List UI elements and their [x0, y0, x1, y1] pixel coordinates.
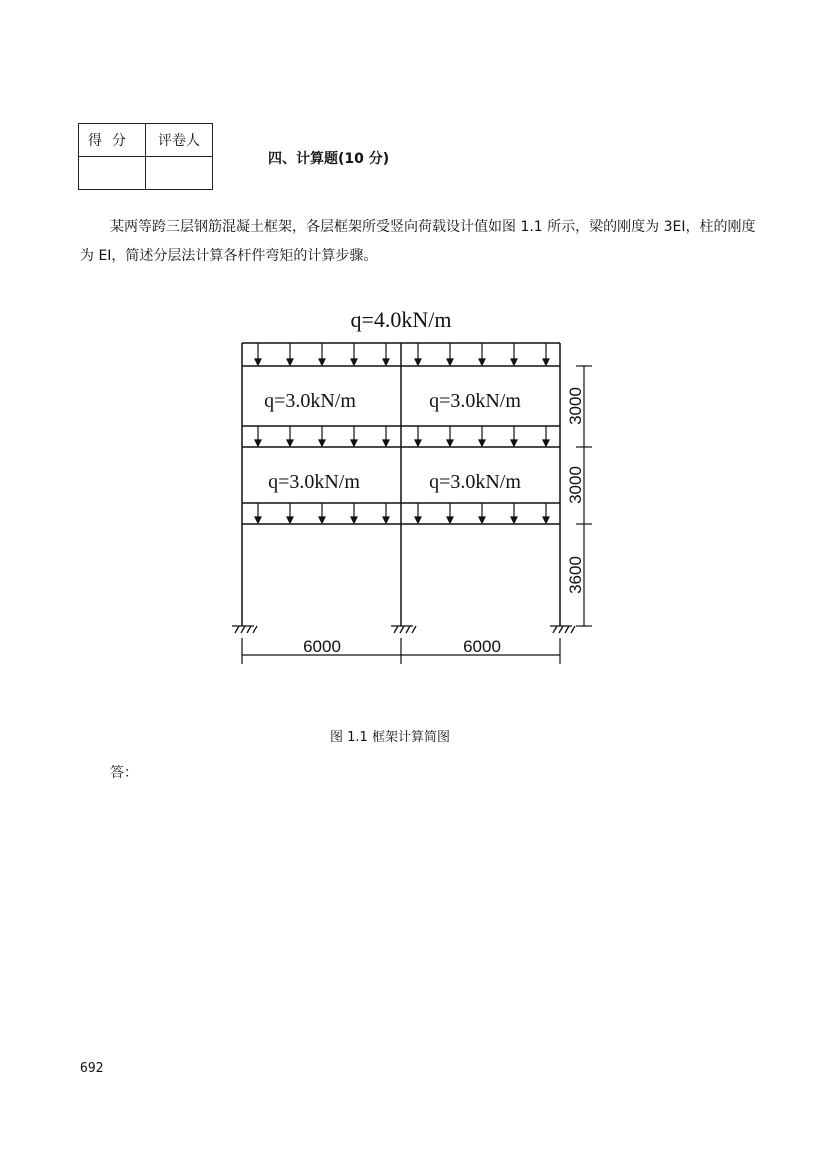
support-middle — [391, 626, 416, 633]
span-label: 6000 — [463, 637, 501, 656]
floor-load-label: q=3.0kN/m — [429, 390, 521, 412]
floor-load-label: q=3.0kN/m — [264, 390, 356, 412]
support-right — [550, 626, 575, 633]
question-text: 某两等跨三层钢筋混凝土框架，各层框架所受竖向荷载设计值如图 1.1 所示，梁的刚度为 3EI，柱的刚度为 EI，简述分层法计算各杆件弯矩的计算步骤。 — [80, 219, 756, 264]
page-number: 692 — [80, 1061, 104, 1076]
floor1-load-arrows — [255, 503, 549, 523]
storey-height-label: 3600 — [566, 556, 585, 594]
floor2-load-arrows — [255, 426, 549, 446]
support-left — [232, 626, 257, 633]
floor-load-label: q=3.0kN/m — [429, 471, 521, 493]
span-dimensions — [242, 638, 560, 664]
floor-load-label: q=3.0kN/m — [268, 471, 360, 493]
span-label: 6000 — [303, 637, 341, 656]
load-arrows — [255, 343, 549, 523]
section-title: 四、计算题(10 分) — [268, 151, 390, 167]
score-label: 得分 — [79, 124, 146, 157]
roof-load-arrows — [255, 343, 549, 365]
answer-label: 答： — [110, 765, 138, 781]
fixed-supports — [232, 626, 575, 633]
figure-caption: 图 1.1 框架计算简图 — [330, 730, 450, 745]
storey-height-label: 3000 — [566, 387, 585, 425]
grader-label: 评卷人 — [146, 124, 213, 157]
top-load-label: q=4.0kN/m — [350, 307, 452, 332]
storey-height-label: 3000 — [566, 466, 585, 504]
